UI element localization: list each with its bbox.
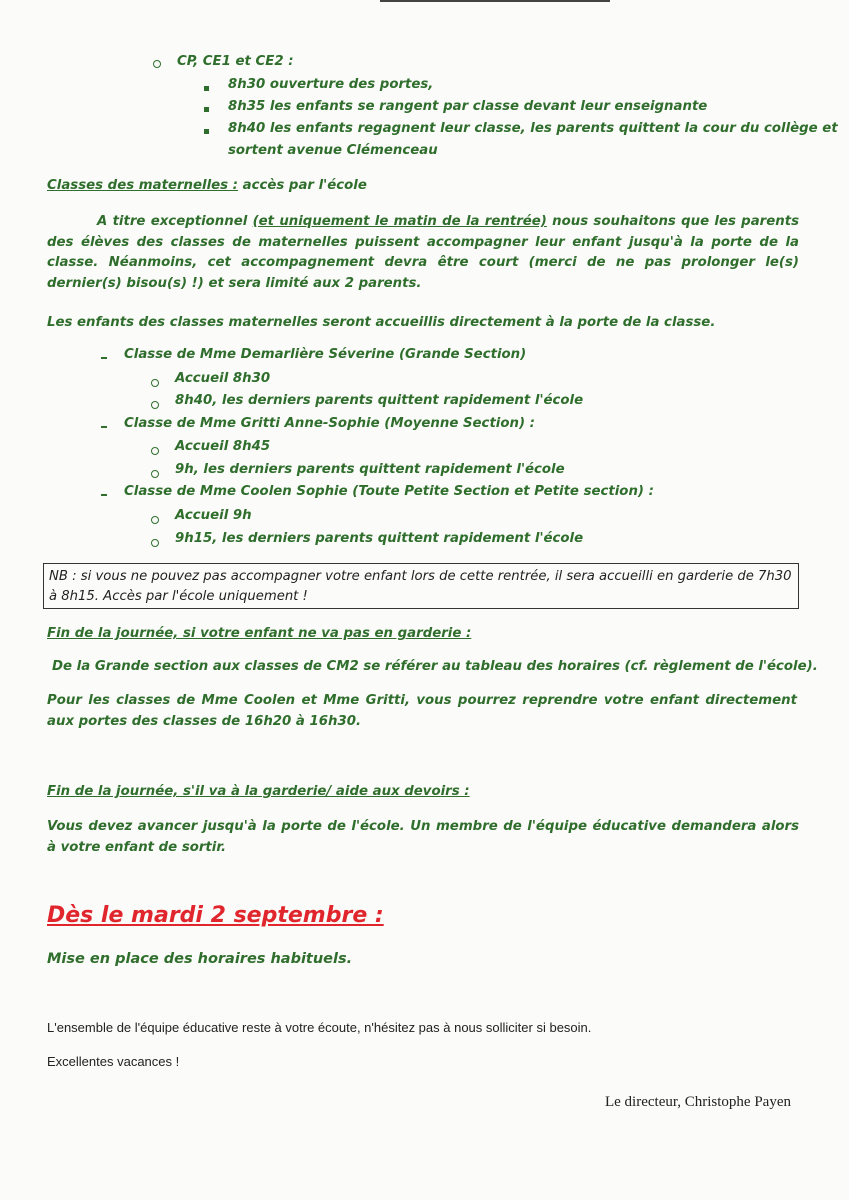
dash-bullet-icon (101, 426, 107, 428)
circle-bullet-icon (151, 539, 159, 547)
maternelles-access: accès par l'école (238, 178, 367, 193)
dash-bullet-icon (101, 357, 107, 359)
vacances-line: Excellentes vacances ! (47, 1054, 180, 1069)
mardi-title: Dès le mardi 2 septembre : (47, 903, 384, 928)
square-bullet-icon (204, 129, 209, 134)
class-name: Classe de Mme Coolen Sophie (Toute Petite Section et Petite section) : (124, 484, 654, 499)
square-bullet-icon (204, 86, 209, 91)
signature: Le directeur, Christophe Payen (604, 1094, 791, 1110)
exception-underlined: (et uniquement le matin de la rentrée) (252, 214, 547, 229)
exception-paragraph (47, 212, 799, 294)
dash-bullet-icon (101, 494, 107, 496)
circle-bullet-icon (151, 470, 159, 478)
class-item: Accueil 9h (175, 508, 252, 523)
circle-bullet-icon (151, 401, 159, 409)
fin-journee-para1: De la Grande section aux classes de CM2 se référer au tableau des horaires (cf. règlement de l'école). (52, 659, 818, 674)
cp-item: sortent avenue Clémenceau (228, 143, 438, 158)
nb-box: NB : si vous ne pouvez pas accompagner votre enfant lors de cette rentrée, il sera accueilli en garderie de 7h30 à 8h15. Accès par l'école uniquement ! (43, 563, 799, 609)
fin-journee-para2: Pour les classes de Mme Coolen et Mme Gritti, vous pourrez reprendre votre enfant directement aux portes des classes de 16h20 à 16h30. (47, 693, 797, 729)
accueil-paragraph: Les enfants des classes maternelles seront accueillis directement à la porte de la classe. (47, 315, 716, 330)
class-item: 9h15, les derniers parents quittent rapidement l'école (175, 531, 584, 546)
exception-part2: nous souhaitons que les parents des élèves des classes de maternelles puissent accompagner leur enfant jusqu'à la porte de la classe. Néanmoins, cet accompagnement devra être court (merci de ne pas prolonger le(s) dernier(s) bisou(s) !) et sera limité aux 2 parents. (47, 214, 799, 291)
garderie-heading: Fin de la journée, s'il va à la garderie/ aide aux devoirs : (47, 784, 470, 799)
class-item: Accueil 8h45 (175, 439, 271, 454)
closing-line: L'ensemble de l'équipe éducative reste à votre écoute, n'hésitez pas à nous solliciter si besoin. (47, 1020, 592, 1035)
circle-bullet-icon (151, 447, 159, 455)
circle-bullet-icon (151, 516, 159, 524)
class-item: 9h, les derniers parents quittent rapidement l'école (175, 462, 565, 477)
fin-journee-heading: Fin de la journée, si votre enfant ne va pas en garderie : (47, 626, 472, 641)
class-item: 8h40, les derniers parents quittent rapidement l'école (175, 393, 584, 408)
class-name: Classe de Mme Demarlière Séverine (Grande Section) (124, 347, 527, 362)
cp-header: CP, CE1 et CE2 : (177, 54, 294, 69)
cp-item: 8h40 les enfants regagnent leur classe, les parents quittent la cour du collège et (228, 121, 838, 136)
maternelles-heading-text: Classes des maternelles : (47, 178, 238, 193)
square-bullet-icon (204, 107, 209, 112)
mardi-subtitle: Mise en place des horaires habituels. (47, 951, 353, 967)
garderie-paragraph: Vous devez avancer jusqu'à la porte de l'école. Un membre de l'équipe éducative demandera alors à votre enfant de sortir. (47, 819, 799, 855)
class-item: Accueil 8h30 (175, 371, 271, 386)
class-name: Classe de Mme Gritti Anne-Sophie (Moyenne Section) : (124, 416, 535, 431)
circle-bullet-icon (151, 379, 159, 387)
cp-item: 8h35 les enfants se rangent par classe devant leur enseignante (228, 99, 708, 114)
scan-edge-line (380, 0, 610, 2)
maternelles-heading (47, 178, 367, 193)
exception-part1: A titre exceptionnel (97, 214, 253, 229)
cp-item: 8h30 ouverture des portes, (228, 77, 434, 92)
circle-bullet-icon (153, 60, 161, 68)
